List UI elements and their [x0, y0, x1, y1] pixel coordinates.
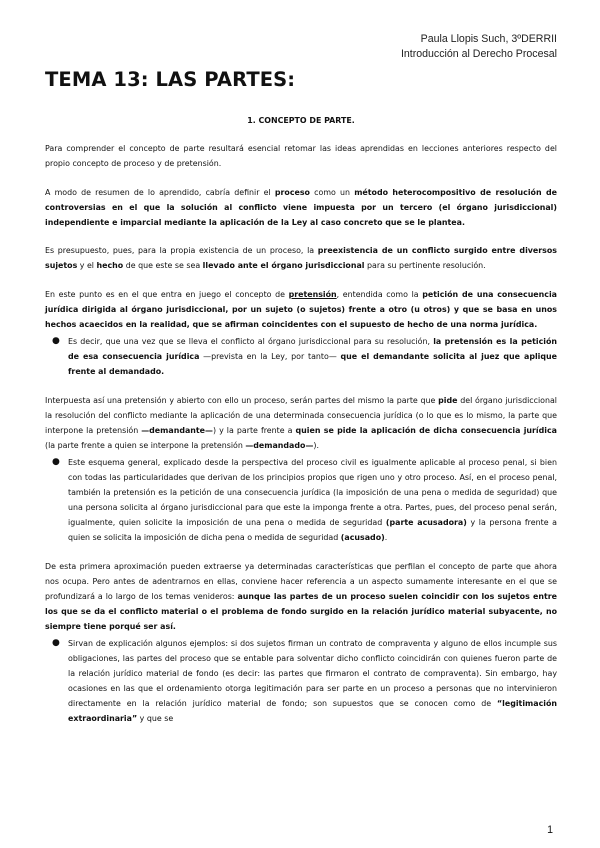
header-author: Paula Llopis Such, 3ºDERRII [420, 33, 557, 45]
paragraph-3: Es presupuesto, pues, para la propia existencia de un proceso, la preexistencia de un conflicto surgido entre diversos sujetos y el hecho de que este se sea llevado ante el órgano jurisdiccional para su pertinente resolución. [45, 246, 557, 270]
bullet-list-2 [45, 455, 557, 545]
paragraph-2: A modo de resumen de lo aprendido, cabría definir el proceso como un método heterocompositivo de resolución de controversias en el que la solución al conflicto viene impuesta por un tercero (el órgano jurisdiccional) independiente e imparcial mediante la aplicación de la Ley al caso concreto que se le plantea. [45, 187, 557, 227]
bullet-list-3 [45, 636, 557, 726]
pretension-term: pretensión [288, 289, 337, 299]
list-item: ● Es decir, que una vez que se lleva el conflicto al órgano jurisdiccional para su resolución, la pretensión es la petición de esa consecuencia jurídica —prevista en la Ley, por tanto— que el demandante solicita al juez que aplique frente al demandado. [52, 336, 558, 376]
list-item: ● Sirvan de explicación algunos ejemplos: si dos sujetos firman un contrato de compraventa y alguno de ellos incumple sus obligaciones, las partes del proceso que se entable para solventar dicho conflicto coincidirán con quienes fueron parte de la relación jurídico material de fondo (es decir: las partes que firmaron el contrato de compraventa). Sin embargo, hay ocasiones en las que el ordenamiento otorga legitimación para ser parte en un proceso a personas que no intervinieron directamente en la relación jurídico material de fondo; son supuestos que se conocen como de “legitimación extraordinaria” y que se [52, 638, 557, 723]
header-course: Introducción al Derecho Procesal [400, 48, 557, 60]
paragraph-6: De esta primera aproximación pueden extraerse ya determinadas características que perfilan el concepto de parte que ahora nos ocupa. Pero antes de adentrarnos en ellas, conviene hacer referencia a un aspecto sumamente interesante en el que se profundizará a lo largo de los temas venideros: aunque las partes de un proceso suelen coincidir con los sujetos entre los que se da el conflicto material o el problema de fondo surgido en la relación jurídico material subyacente, no siempre tiene porqué ser así. [45, 561, 557, 631]
paragraph-5: Interpuesta así una pretensión y abierto con ello un proceso, serán partes del mismo la parte que pide del órgano jurisdiccional la resolución del conflicto mediante la aplicación de una determinada consecuencia jurídica (o lo que es lo mismo, la parte que interpone la pretensión —demandante—) y la parte frente a quien se pide la aplicación de dicha consecuencia jurídica (la parte frente a quien se interpone la pretensión —demandado—). [45, 395, 558, 450]
paragraph-4: En este punto es en el que entra en juego el concepto de pretensión, entendida como la petición de una consecuencia jurídica dirigida al órgano jurisdiccional, por un sujeto (o sujetos) frente a otro (u otros) y que se basa en unos hechos acaecidos en la realidad, que se afirman coincidentes con el supuesto de hecho de una norma jurídica. [45, 289, 557, 329]
document-title: TEMA 13: LAS PARTES: [45, 68, 296, 91]
bullet-icon: ● [52, 336, 60, 346]
bullet-icon: ● [52, 457, 60, 467]
paragraph-1: Para comprender el concepto de parte resultará esencial retomar las ideas aprendidas en lecciones anteriores respecto del propio concepto de proceso y de pretensión. [45, 144, 557, 168]
document-body [45, 113, 557, 740]
page-number: 1 [547, 824, 553, 836]
bullet-icon: ● [52, 638, 60, 648]
list-item: ● Este esquema general, explicado desde la perspectiva del proceso civil es igualmente aplicable al proceso penal, si bien con todas las particularidades que derivan de los principios propios que rigen uno y otro proceso. Así, en el proceso penal, también la pretensión es la petición de una consecuencia jurídica (la imposición de una pena o medida de seguridad) que una persona solicita al órgano jurisdiccional para que este la imponga frente a otra. Partes, pues, del proceso penal serán, igualmente, quien solicite la imposición de una pena o medida de seguridad (parte acusadora) y la persona frente a quien se solicita la imposición de dicha pena o medida de seguridad (acusado). [52, 457, 557, 542]
page-header [401, 32, 557, 62]
section-title: 1. CONCEPTO DE PARTE. [247, 116, 355, 125]
bullet-list-1 [45, 334, 557, 379]
